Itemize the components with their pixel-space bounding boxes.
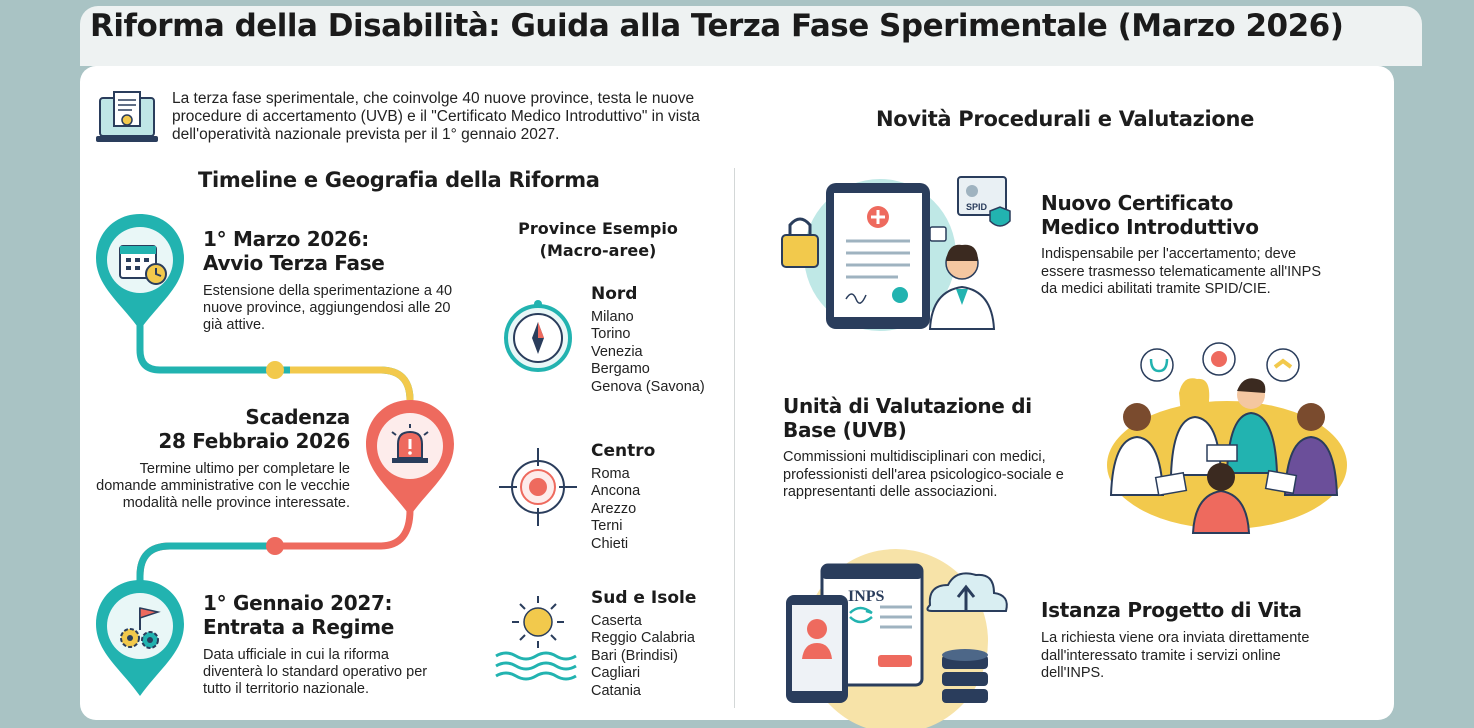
timeline-dot — [266, 361, 284, 379]
milestone-2-text: Termine ultimo per completare le domande amministrative con le vecchie modalità nelle province interessate. — [96, 461, 350, 511]
list-item: Torino — [591, 326, 631, 343]
sun-waves-icon — [496, 592, 580, 682]
list-item: Ancona — [591, 483, 641, 500]
gears-flag-icon — [114, 606, 166, 650]
novita-3-title: Istanza Progetto di Vita — [1041, 598, 1302, 622]
team-meeting-icon — [1097, 345, 1357, 535]
novita-2-title: Unità di Valutazione di Base (UVB) — [783, 394, 1032, 442]
intro-text: La terza fase sperimentale, che coinvolge 40 nuove province, testa le nuove procedure di accertamento (UVB) e il "Certificato Medico Introduttivo" in vista dell'operatività nazionale prevista per il 1° gennaio 2027. — [172, 90, 700, 143]
list-item: Bari (Brindisi) — [591, 647, 679, 664]
document-certificate-icon — [96, 92, 158, 148]
list-item: Milano — [591, 309, 634, 325]
list-item: Genova (Savona) — [591, 378, 705, 395]
region-sud-isole: Sud e Isole — [591, 588, 697, 608]
page-title: Riforma della Disabilità: Guida alla Terza Fase Sperimentale (Marzo 2026) — [90, 8, 1344, 44]
region-nord: Nord — [591, 284, 638, 304]
list-item: Reggio Calabria — [591, 630, 695, 647]
list-item: Bergamo — [591, 361, 650, 378]
list-item: Arezzo — [591, 500, 637, 517]
region-nord-cities — [591, 309, 705, 396]
region-sud-isole-cities — [591, 613, 695, 700]
milestone-3-text: Data ufficiale in cui la riforma diventerà lo standard operativo per tutto il territorio nazionale. — [203, 647, 428, 697]
list-item: Cagliari — [591, 665, 641, 682]
timeline-heading: Timeline e Geografia della Riforma — [198, 168, 600, 192]
list-item: Chieti — [591, 535, 629, 552]
novita-3-text: La richiesta viene ora inviata direttamente dall'interessato tramite i servizi online dell'INPS. — [1041, 630, 1310, 681]
inps-online-upload-icon — [780, 555, 1030, 705]
column-divider — [734, 168, 735, 708]
region-centro: Centro — [591, 441, 656, 461]
novita-heading: Novità Procedurali e Valutazione — [876, 107, 1255, 131]
novita-1-title: Nuovo Certificato Medico Introduttivo — [1041, 191, 1259, 239]
list-item: Roma — [591, 466, 630, 482]
calendar-clock-icon — [118, 240, 168, 286]
list-item: Catania — [591, 682, 641, 699]
novita-2-text: Commissioni multidisciplinari con medici, professionisti dell'area psicologico-sociale e rappresentanti delle associazioni. — [783, 449, 1064, 500]
milestone-2-title: Scadenza 28 Febbraio 2026 — [158, 405, 350, 453]
compass-icon — [503, 298, 573, 378]
milestone-1-text: Estensione della sperimentazione a 40 nuove province, aggiungendosi alle 20 già attive. — [203, 283, 453, 333]
alarm-siren-icon — [388, 424, 432, 464]
region-centro-cities — [591, 466, 640, 553]
list-item: Venezia — [591, 343, 643, 360]
spid-label: SPID — [966, 202, 988, 212]
tablet-doctor-certificate-icon — [780, 165, 1020, 335]
provinces-heading: Province Esempio (Macro-aree) — [518, 219, 678, 260]
milestone-1-title: 1° Marzo 2026: Avvio Terza Fase — [203, 227, 385, 275]
novita-1-text: Indispensabile per l'accertamento; deve essere trasmesso telematicamente all'INPS da medici abilitati tramite SPID/CIE. — [1041, 246, 1321, 297]
inps-label: INPS — [848, 588, 885, 605]
timeline-dot — [266, 537, 284, 555]
list-item: Terni — [591, 518, 623, 535]
list-item: Caserta — [591, 613, 642, 629]
target-crosshair-icon — [499, 448, 577, 526]
milestone-3-title: 1° Gennaio 2027: Entrata a Regime — [203, 591, 395, 639]
